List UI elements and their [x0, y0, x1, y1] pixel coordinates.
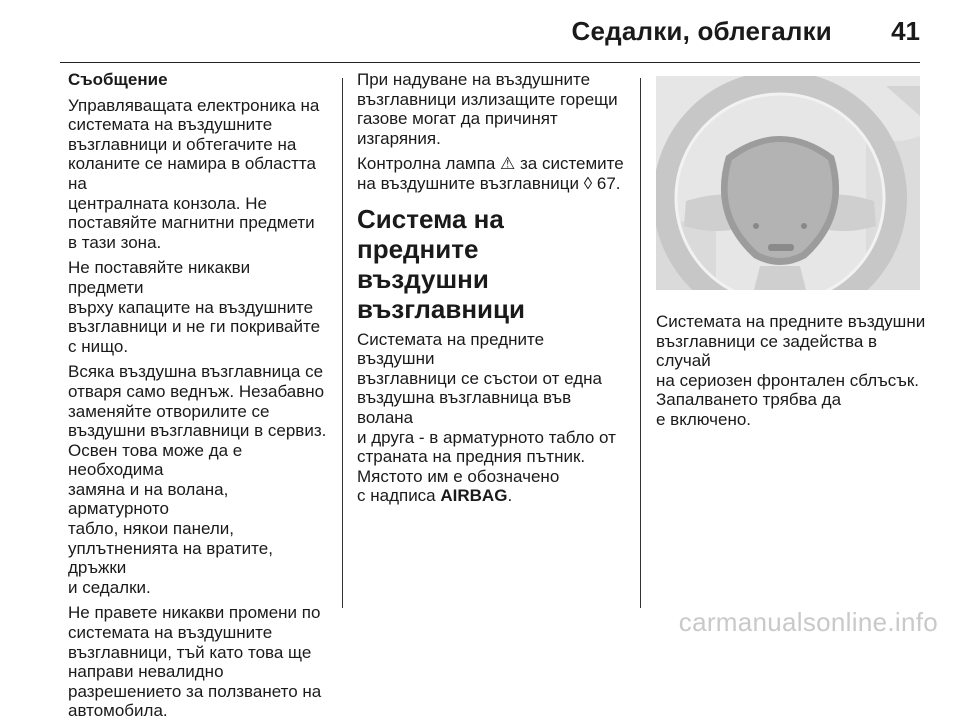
page-title: Седалки, облегалки: [571, 16, 832, 46]
notice-paragraph-4: Не правете никакви промени по системата на въздушните възглавници, тъй като това ще направи невалидно разрешението за ползването на автомобила.: [68, 603, 322, 721]
notice-paragraph-2: Не поставяйте никакви предмети върху капаците на въздушните възглавници и не ги покривайте с нищо.: [68, 258, 321, 356]
column-divider-2: [640, 78, 641, 608]
steering-wheel-airbag-icon: [656, 76, 920, 290]
notice-paragraph-3: Всяка въздушна възглавница се отваря само веднъж. Незабавно заменяйте отворилите се въздушни възглавници в сервиз. Освен това може да е необходима замяна и на волана, арматурното табло, някои панели, уплътненията на вратите, дръжки и седалки.: [68, 362, 327, 597]
page-number: 41: [891, 16, 920, 46]
front-airbag-text: Системата на предните въздушни възглавници се състои от една въздушна възглавница във волана и друга - в арматурното табло от страната на предния пътник. Мястото им е обозначено с надписа: [357, 329, 616, 506]
control-lamp-paragraph: [357, 154, 625, 193]
section-title: Система на предните въздушни възглавници: [357, 203, 526, 324]
burn-warning-paragraph: При надуване на въздушните възглавници излизащите горещи газове могат да причинят изгаряния.: [357, 70, 618, 148]
page-header: [0, 0, 960, 62]
notice-heading: Съобщение: [68, 70, 168, 89]
airbag-label: AIRBAG: [440, 486, 508, 506]
steering-wheel-airbag-figure: [656, 76, 920, 290]
header-rule: [60, 62, 920, 63]
notice-paragraph-1: Управляващата електроника на системата на въздушните възглавници и обтегачите на коланите се намира в областта на централната конзола. Не поставяйте магнитни предмети в тази зона.: [68, 95, 320, 252]
column-3: [656, 312, 926, 436]
watermark: carmanualsonline.info: [678, 607, 938, 637]
front-airbag-text-end: .: [507, 486, 513, 506]
column-2: [357, 70, 625, 512]
control-lamp-text: Контролна лампа: [357, 154, 500, 174]
deployment-paragraph: Системата на предните въздушни възглавници се задейства в случай на сериозен фронтален сблъсък. Запалването трябва да е включено.: [656, 312, 926, 429]
column-divider-1: [342, 78, 343, 608]
front-airbag-paragraph: [357, 330, 625, 506]
control-lamp-text-2: за системите на въздушните възглавници: [357, 154, 624, 193]
page-reference-icon: ◊: [583, 173, 593, 193]
column-1: [68, 70, 330, 727]
page-reference-link[interactable]: 67.: [592, 173, 621, 193]
airbag-warning-icon: ⚠: [500, 154, 516, 174]
